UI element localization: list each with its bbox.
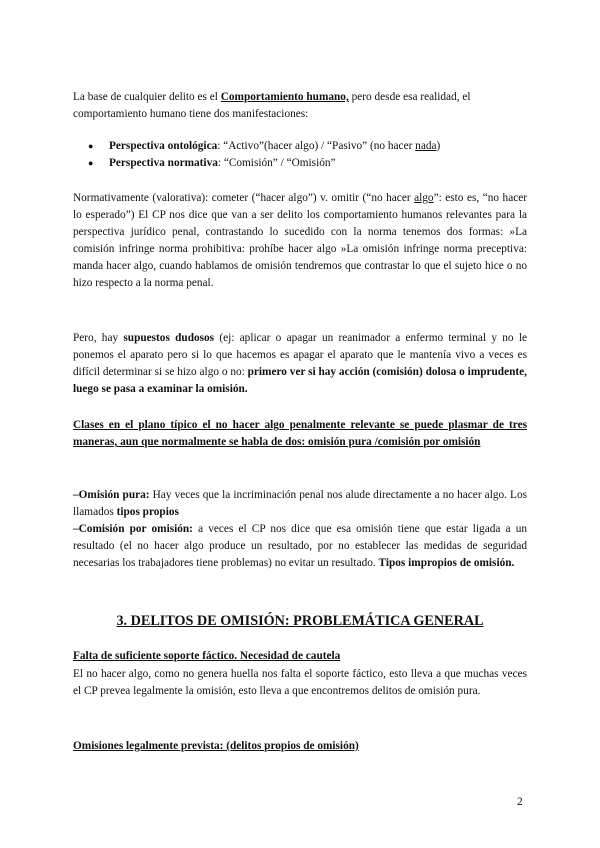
subheading-factual-support: Falta de suficiente soporte fáctico. Necesidad de cautela — [73, 650, 341, 662]
p3-text: Pero, hay — [73, 332, 124, 344]
subheading-legal-omissions: Omisiones legalmente prevista: (delitos propios de omisión) — [73, 740, 359, 752]
commission-omission-item — [73, 521, 527, 572]
p3-bold-end: primero ver si hay acción (comisión) dolosa o imprudente, luego se pasa a examinar la omisión. — [73, 366, 527, 395]
intro-paragraph — [73, 89, 527, 123]
perspective-list — [73, 138, 527, 172]
list-item — [73, 138, 527, 155]
p2-text: Normativamente (valorativa): cometer (“hacer algo”) v. omitir (“no hacer — [73, 192, 415, 204]
bullet-underlined: nada — [415, 140, 437, 152]
factual-support-paragraph: El no hacer algo, como no genera huella nos falta el soporte fáctico, esto lleva a que muchas veces el CP prevea legalmente la omisión, esto lleva a que encontremos delitos de omisión pura. — [73, 668, 527, 697]
classes-text: Clases en el plano típico el no hacer algo penalmente relevante se puede plasmar de tres maneras, aun que normalmente se habla de dos: omisión pura /comisión por omisión — [73, 419, 527, 448]
doubtful-cases-paragraph — [73, 330, 527, 398]
pure-omission-label: –Omisión pura: — [73, 489, 150, 501]
bullet-label: Perspectiva normativa — [109, 157, 218, 169]
commission-omission-text: a veces el CP nos dice que esa omisión tiene que estar ligada a un resultado (el no hacer algo produce un resultado, por no establecer las medidas de seguridad necesarias los trabajadores tiene problemas) no evitar un resultado. — [73, 523, 527, 569]
intro-text: La base de cualquier delito es el — [73, 91, 221, 103]
section-heading: 3. DELITOS DE OMISIÓN: PROBLEMÁTICA GENERAL — [116, 613, 484, 629]
pure-omission-bold: tipos propios — [116, 506, 179, 518]
p3-text-mid: (ej: aplicar o apagar un reanimador a enfermo terminal y no le ponemos el aparato pero si lo que hacemos es apagar el aparato que le mantenía vivo a veces es difícil determinar si se hizo algo o no: — [73, 332, 527, 378]
intro-text-end: pero desde esa realidad, el comportamiento humano tiene dos manifestaciones: — [73, 91, 471, 120]
normative-paragraph — [73, 190, 527, 292]
bullet-text: : “Activo”(hacer algo) / “Pasivo” (no hacer — [217, 140, 416, 152]
p2-underlined: algo — [414, 192, 434, 204]
page-number: 2 — [517, 796, 523, 808]
bullet-text: : “Comisión” / “Omisión” — [217, 157, 336, 169]
pure-omission-text: Hay veces que la incriminación penal nos alude directamente a no hacer algo. Los llamados — [73, 489, 527, 518]
intro-emphasis: Comportamiento humano, — [220, 91, 349, 103]
classes-paragraph — [73, 417, 527, 451]
p3-bold: supuestos dudosos — [123, 332, 215, 344]
bullet-end: ) — [436, 140, 441, 152]
commission-omission-bold: Tipos impropios de omisión. — [378, 557, 515, 569]
list-item — [73, 155, 527, 172]
omission-types-paragraph — [73, 487, 527, 572]
p2-text-end: ”: esto es, “no hacer lo esperado”) El CP nos dice que van a ser delito los comportamiento humanos relevantes para la perspectiva jurídico penal, contrastando lo sucedido con la norma tenemos dos formas: »La comisión infringe norma prohibitiva: prohíbe hacer algo »La omisión infringe norma preceptiva: manda hacer algo, cuando hablamos de omisión tendremos que contrastar lo que el sujeto hice o no hizo respecto a la norma penal. — [73, 192, 527, 289]
pure-omission-item — [73, 487, 527, 521]
commission-omission-label: –Comisión por omisión: — [73, 523, 193, 535]
bullet-label: Perspectiva ontológica — [109, 140, 218, 152]
